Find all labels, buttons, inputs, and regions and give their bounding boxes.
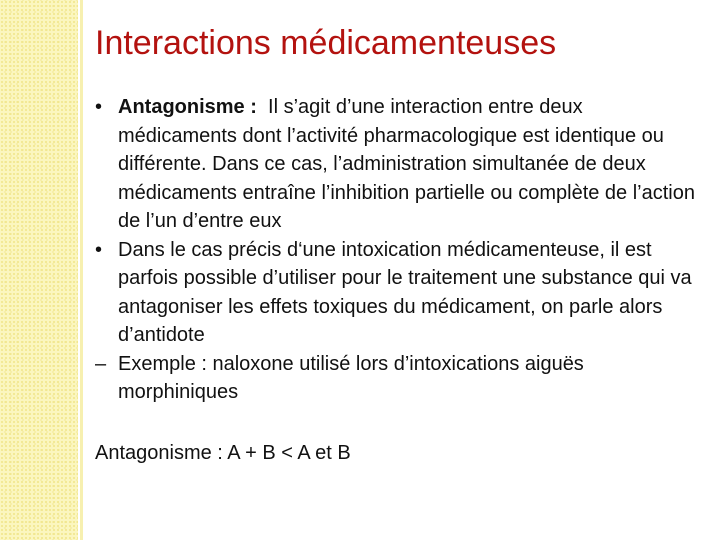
decorative-side-band [0,0,78,540]
example-text: Exemple : naloxone utilisé lors d’intoxications aiguës morphiniques [118,352,584,403]
bullet-term: Antagonisme : [118,96,257,118]
decorative-divider [80,0,83,540]
bullet-marker: • [95,96,103,118]
slide-body [95,93,705,488]
bullet-text: Il s’agit d’une interaction entre deux médicaments dont l’activité pharmacologique est identique ou différente. Dans ce cas, l’administration simultanée de deux médicaments entraîne l’inhibition partielle ou complète de l’action de l’un d’entre eux [118,96,695,232]
sub-bullet-example [95,350,705,407]
antagonism-formula: Antagonisme : A + B < A et B [95,442,351,464]
bullet-antagonisme [95,93,705,236]
dash-marker: – [95,352,107,375]
spacer [95,407,705,436]
bullet-antidote [95,236,705,350]
bullet-text: Dans le cas précis d‘une intoxication médicamenteuse, il est parfois possible d’utiliser pour le traitement une substance qui va antagoniser les effets toxiques du médicament, on parle alors d’antidote [118,238,692,346]
slide-title: Interactions médicamenteuses [95,24,557,62]
bullet-marker: • [95,238,103,261]
